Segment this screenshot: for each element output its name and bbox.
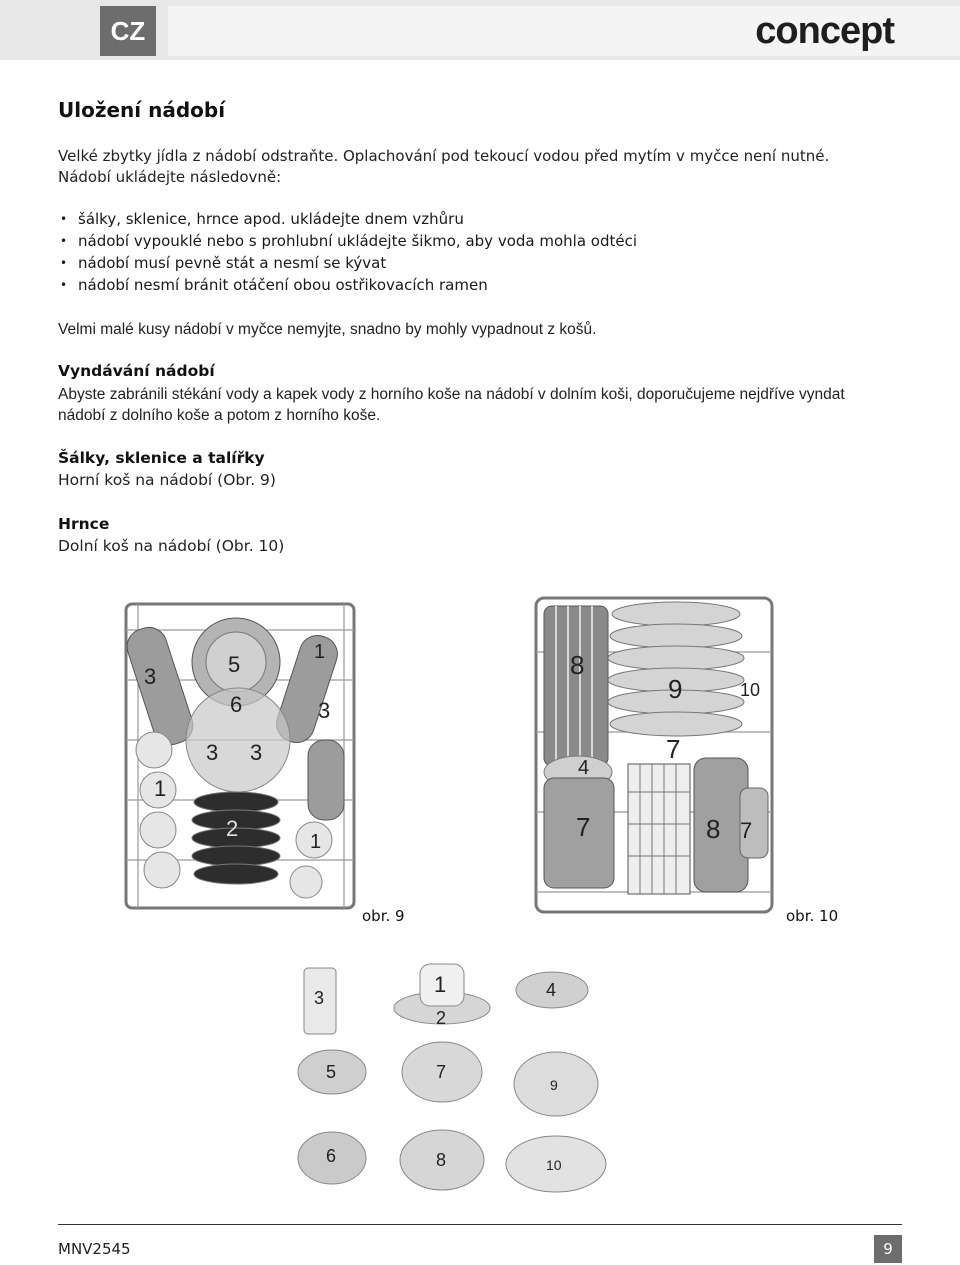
list-item: • nádobí nesmí bránit otáčení obou ostřikovacích ramen: [58, 274, 637, 296]
page-title: Uložení nádobí: [58, 98, 226, 122]
plate-shape: [610, 712, 742, 736]
cup-shape: [290, 866, 322, 898]
list-item: • nádobí vypouklé nebo s prohlubní ukládejte šikmo, aby voda mohla odtéci: [58, 230, 637, 252]
small-items-note: Velmi malé kusy nádobí v myčce nemyjte, snadno by mohly vypadnout z košů.: [58, 321, 597, 338]
figure-10-caption: obr. 10: [786, 907, 839, 925]
legend-label: 8: [436, 1150, 447, 1170]
cutlery-basket-shape: [628, 764, 690, 894]
pots-heading: Hrnce: [58, 515, 110, 533]
plate-stack-shape: [194, 864, 278, 884]
intro-line-2: Nádobí ukládejte následovně:: [58, 168, 282, 186]
unloading-text-line-1: Abyste zabránili stékání vody a kapek vody z horního koše na nádobí v dolním koši, doporučujeme nejdříve vyndat: [58, 386, 845, 403]
legend-label: 2: [436, 1008, 447, 1028]
figure-label: 1: [154, 776, 167, 801]
intro-line-1: Velké zbytky jídla z nádobí odstraňte. Oplachování pod tekoucí vodou před mytím v myčce není nutné.: [58, 147, 830, 165]
placement-rules-list: [58, 208, 637, 296]
plate-shape: [610, 624, 742, 648]
cups-text: Horní koš na nádobí (Obr. 9): [58, 471, 276, 489]
figure-label: 7: [576, 812, 591, 842]
list-item: • nádobí musí pevně stát a nesmí se kývat: [58, 252, 637, 274]
figure-label: 1: [314, 641, 326, 663]
figure-label: 4: [578, 757, 590, 779]
cups-heading: Šálky, sklenice a talířky: [58, 449, 265, 467]
figure-label: 9: [668, 674, 683, 704]
figure-label: 3: [206, 740, 219, 765]
language-badge: CZ: [100, 6, 156, 56]
plate-shape: [612, 602, 740, 626]
figure-label: 2: [226, 816, 239, 841]
pots-text: Dolní koš na nádobí (Obr. 10): [58, 537, 285, 555]
figure-label: 7: [740, 818, 753, 843]
unloading-text-line-2: nádobí z dolního koše a potom z horního koše.: [58, 407, 381, 424]
cup-shape: [144, 852, 180, 888]
brand-logo: concept: [755, 10, 894, 52]
figure-label: 10: [740, 680, 761, 700]
glass-shape: [122, 623, 197, 749]
plate-shape: [608, 646, 744, 670]
unloading-heading: Vyndávání nádobí: [58, 362, 215, 380]
figure-label: 1: [310, 831, 322, 853]
glass-shape: [308, 740, 344, 820]
figure-label: 3: [250, 740, 263, 765]
legend-label: 7: [436, 1062, 447, 1082]
legend-label: 3: [314, 988, 325, 1008]
footer-divider: [58, 1224, 902, 1225]
lower-basket-illustration: [530, 592, 780, 922]
figure-label: 5: [228, 652, 241, 677]
plate-stack-shape: [192, 846, 280, 866]
model-number: MNV2545: [58, 1240, 131, 1258]
plate-rack-shape: [544, 606, 608, 766]
legend-label: 5: [326, 1062, 337, 1082]
legend-label: 10: [546, 1157, 562, 1173]
plate-stack-shape: [194, 792, 278, 812]
figure-9-caption: obr. 9: [362, 907, 405, 925]
list-item: • šálky, sklenice, hrnce apod. ukládejte dnem vzhůru: [58, 208, 637, 230]
figure-label: 8: [570, 650, 585, 680]
legend-label: 9: [550, 1077, 558, 1093]
figure-label: 7: [666, 734, 681, 764]
figure-label: 6: [230, 692, 243, 717]
figure-label: 3: [144, 664, 157, 689]
cup-shape: [136, 732, 172, 768]
figure-label: 8: [706, 814, 721, 844]
dishware-legend: [290, 950, 620, 1210]
upper-basket-illustration: [118, 590, 368, 920]
page-number: 9: [874, 1235, 902, 1263]
legend-label: 1: [434, 972, 447, 997]
legend-label: 6: [326, 1146, 337, 1166]
cup-shape: [140, 812, 176, 848]
figure-label: 3: [318, 698, 331, 723]
legend-label: 4: [546, 980, 557, 1000]
